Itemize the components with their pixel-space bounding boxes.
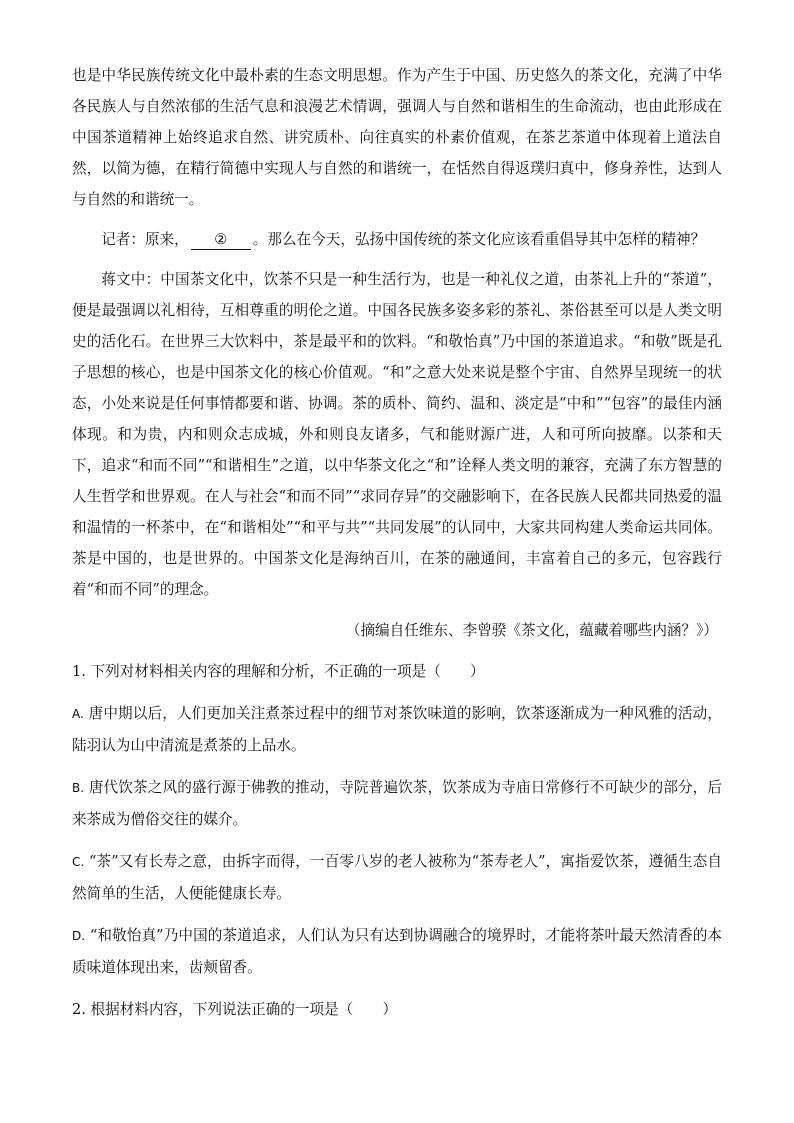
reporter-question — [72, 224, 722, 255]
question-1-option-b — [72, 772, 722, 835]
option-label-a: A. — [72, 707, 84, 721]
option-text-b: 唐代饮茶之风的盛行源于佛教的推动，寺院普遍饮茶，饮茶成为寺庙日常修行不可缺少的部分，后来茶成为僧俗交往的媒介。 — [72, 779, 722, 828]
reporter-question-prefix: 记者：原来， — [101, 231, 189, 248]
question-1-option-a — [72, 698, 722, 761]
reporter-question-suffix: 。那么在今天，弘扬中国传统的茶文化应该看重倡导其中怎样的精神？ — [252, 231, 706, 248]
option-label-b: B. — [72, 781, 85, 795]
question-2-stem: 2. 根据材料内容，下列说法正确的一项是（ ） — [72, 1001, 398, 1018]
fill-blank-2: ② — [191, 231, 251, 250]
question-1-stem: 1. 下列对材料相关内容的理解和分析，不正确的一项是（ ） — [72, 663, 485, 680]
option-label-d: D. — [72, 929, 86, 943]
option-text-c: “茶”又有长寿之意，由拆字而得，一百零八岁的老人被称为“茶寿老人”，寓指爱饮茶，遵循生态自然简单的生活，人便能健康长寿。 — [72, 853, 722, 902]
article-source: （摘编自任维东、李曾骙《茶文化，蕴藏着哪些内涵？》） — [345, 622, 718, 639]
interview-answer: 蒋文中：中国茶文化中，饮茶不只是一种生活行为，也是一种礼仪之道，由茶礼上升的“茶道”，便是最强调以礼相待，互相尊重的明伦之道。中国各民族多姿多彩的茶礼、茶俗甚至可以是人类文明史的活化石。在世界三大饮料中，茶是最平和的饮料。“和敬怡真”乃中国的茶道追求。“和敬”既是孔子思想的核心，也是中国茶文化的核心价值观。“和”之意大处来说是整个宇宙、自然界呈现统一的状态，小处来说是任何事情都要和谐、协调。茶的质朴、简约、温和、淡定是“中和”“包容”的最佳内涵体现。和为贵，内和则众志成城，外和则良友诸多，气和能财源广进，人和可所向披靡。以茶和天下，追求“和而不同”“和谐相生”之道，以中华茶文化之“和”诠释人类文明的兼容，充满了东方智慧的人生哲学和世界观。在人与社会“和而不同”“求同存异”的交融影响下，在各民族人民都共同热爱的温和温情的一杯茶中，在“和谐相处”“和平与共”“共同发展”的认同中，大家共同构建人类命运共同体。茶是中国的，也是世界的。中国茶文化是海纳百川，在茶的融通间，丰富着自己的多元，包容践行着“和而不同”的理念。 — [72, 271, 722, 598]
question-1-option-d — [72, 920, 722, 983]
option-text-d: “和敬怡真”乃中国的茶道追求，人们认为只有达到协调融合的境界时，才能将茶叶最天然清香的本质味道体现出来，齿颊留香。 — [72, 927, 722, 976]
question-1-option-c — [72, 846, 722, 909]
document-page — [72, 60, 722, 1025]
article-paragraph-continued: 也是中华民族传统文化中最朴素的生态文明思想。作为产生于中国、历史悠久的茶文化，充满了中华各民族人与自然浓郁的生活气息和浪漫艺术情调，强调人与自然和谐相生的生命流动，也由此形成在中国茶道精神上始终追求自然、讲究质朴、向往真实的朴素价值观，在茶艺茶道中体现着上道法自然，以简为德，在精行简德中实现人与自然的和谐统一，在恬然自得返璞归真中，修身养性，达到人与自然的和谐统一。 — [72, 67, 722, 208]
option-label-c: C. — [72, 855, 85, 869]
option-text-a: 唐中期以后，人们更加关注煮茶过程中的细节对茶饮味道的影响，饮茶逐渐成为一种风雅的活动，陆羽认为山中清流是煮茶的上品水。 — [72, 705, 722, 754]
